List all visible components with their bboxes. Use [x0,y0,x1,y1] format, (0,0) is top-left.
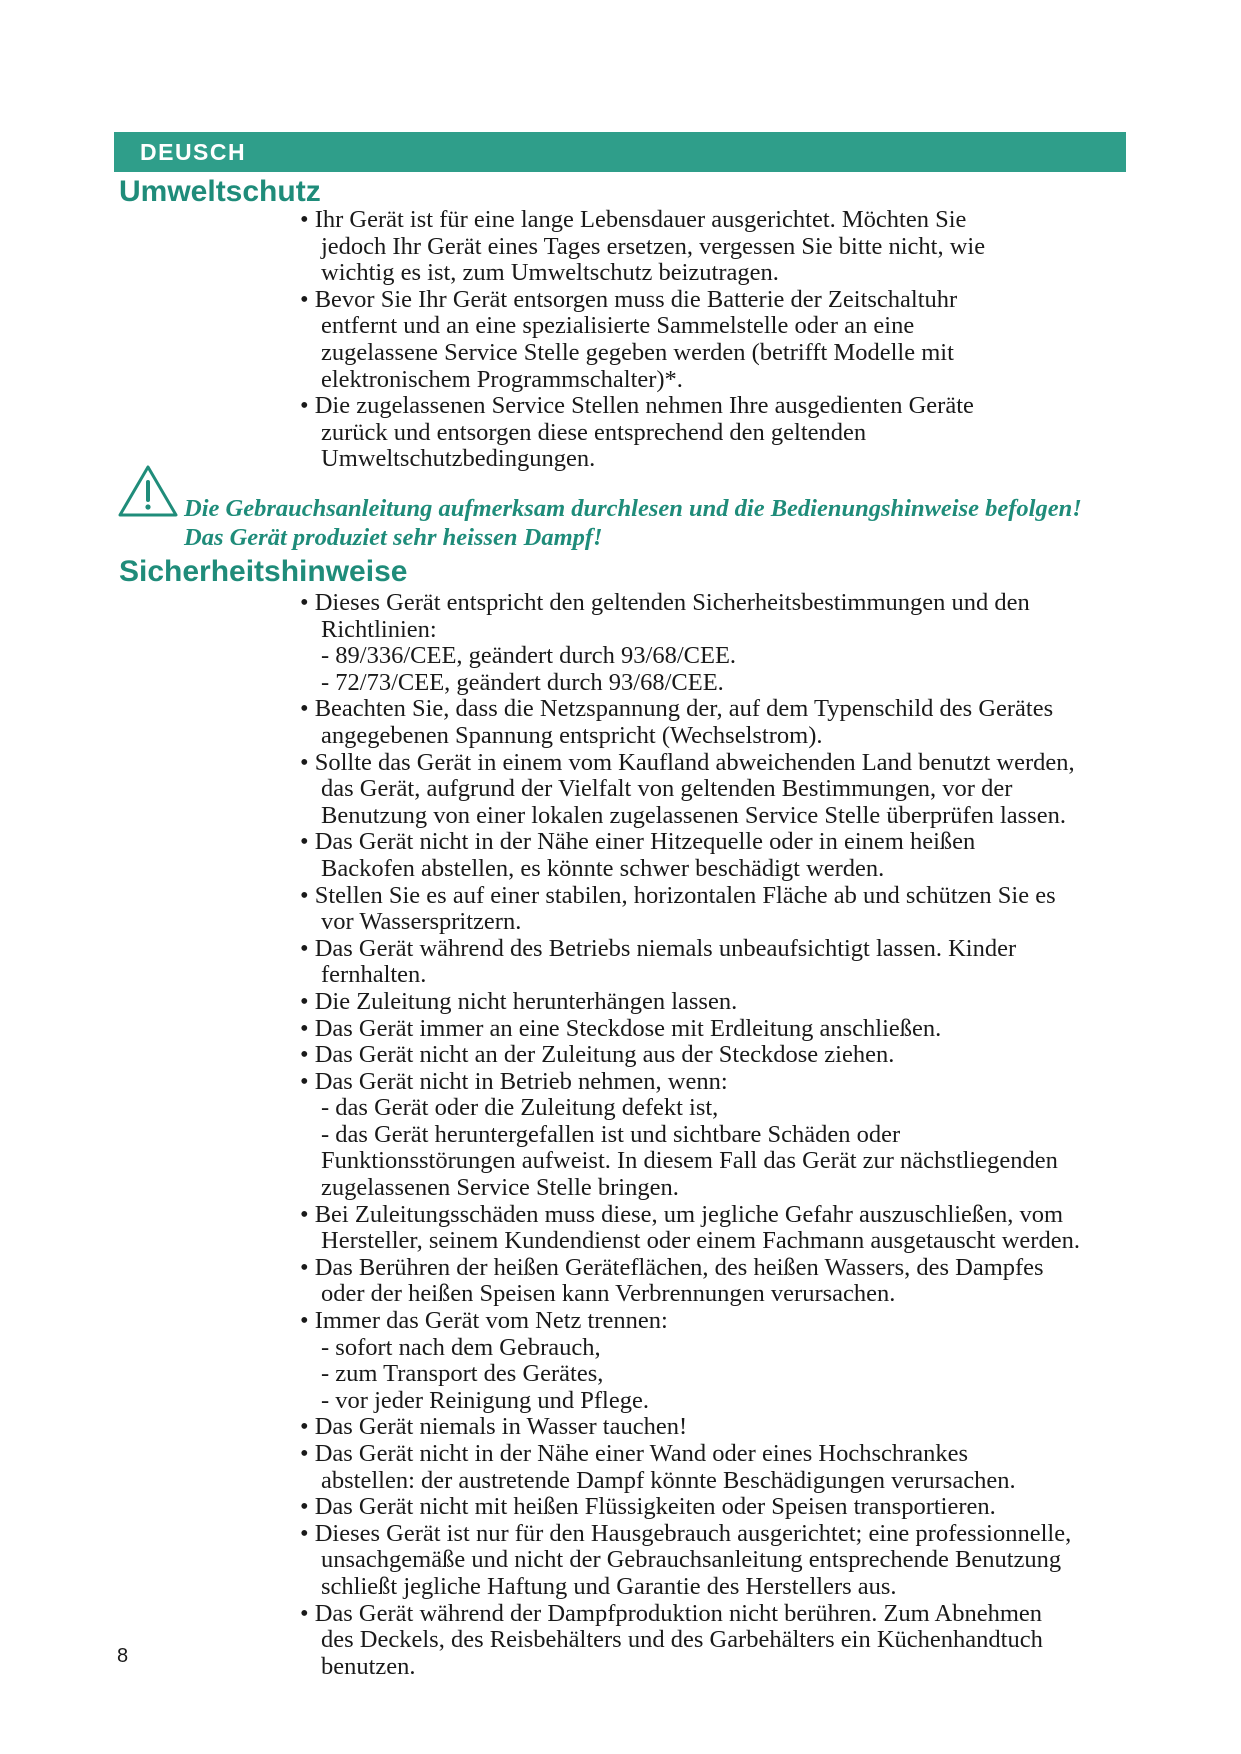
warning-line: Das Gerät produziet sehr heissen Dampf! [184,524,603,551]
list-item: • Dieses Gerät entspricht den geltenden Sicherheitsbestimmungen und den Richtlinien: - 89/336/CEE, geändert durch 93/68/CEE. - 72/73/CEE, geändert durch 93/68/CEE. [300,589,1030,696]
warning-triangle-icon [117,464,179,518]
list-item: • Bei Zuleitungsschäden muss diese, um jegliche Gefahr auszuschließen, vom Hersteller, seinem Kundendienst oder einem Fachmann ausgetauscht werden. [300,1200,1080,1255]
list-item: • Bevor Sie Ihr Gerät entsorgen muss die Batterie der Zeitschaltuhr entfernt und an eine spezialisierte Sammelstelle oder an eine zugelassene Service Stelle gegeben werden (betrifft Modelle mit elektronischem Programmschalter)*. [300,285,958,393]
list-item: • Sollte das Gerät in einem vom Kaufland abweichenden Land benutzt werden, das Gerät, aufgrund der Vielfalt von geltenden Bestimmungen, vor der Benutzung von einer lokalen zugelassenen Service Stelle überprüfen lassen. [300,748,1075,829]
list-item: • Das Gerät nicht in der Nähe einer Wand oder eines Hochschrankes abstellen: der austretende Dampf könnte Beschädigungen verursachen. [300,1440,1016,1494]
list-item: • Das Gerät immer an eine Steckdose mit Erdleitung anschließen. [300,1014,942,1042]
safety-list [286,590,1136,1680]
list-item: • Das Berühren der heißen Geräteflächen, des heißen Wassers, des Dampfes oder der heißen Speisen kann Verbrennungen verursachen. [300,1253,1044,1308]
list-item: • Dieses Gerät ist nur für den Hausgebrauch ausgerichtet; eine professionnelle, unsachgemäße und nicht der Gebrauchsanleitung entsprechende Benutzung schließt jegliche Haftung und Garantie des Herstellers aus. [300,1519,1072,1600]
list-item: • Das Gerät nicht an der Zuleitung aus der Steckdose ziehen. [300,1041,895,1069]
list-item: • Immer das Gerät vom Netz trennen: - sofort nach dem Gebrauch, - zum Transport des Gerätes, - vor jeder Reinigung und Pflege. [300,1307,668,1414]
list-item: • Beachten Sie, dass die Netzspannung der, auf dem Typenschild des Gerätes angegebenen Spannung entspricht (Wechselstrom). [300,695,1054,749]
language-header-bar [114,132,1126,172]
list-item: • Das Gerät während des Betriebs niemals unbeaufsichtigt lassen. Kinder fernhalten. [300,934,1017,989]
list-item: • Ihr Gerät ist für eine lange Lebensdauer ausgerichtet. Möchten Sie jedoch Ihr Gerät eines Tages ersetzen, vergessen Sie bitte nicht, wie wichtig es ist, zum Umweltschutz beizutragen. [300,206,986,287]
page-number: 8 [117,1645,129,1667]
section-title-safety: Sicherheitshinweise [119,555,408,588]
list-item: • Stellen Sie es auf einer stabilen, horizontalen Fläche ab und schützen Sie es vor Wasserspritzern. [300,881,1056,936]
list-item: • Die Zuleitung nicht herunterhängen lassen. [300,987,738,1015]
list-item: • Das Gerät niemals in Wasser tauchen! [300,1413,688,1441]
list-item: • Die zugelassenen Service Stellen nehmen Ihre ausgedienten Geräte zurück und entsorgen diese entsprechend den geltenden Umweltschutzbedingungen. [300,392,974,473]
list-item: • Das Gerät nicht mit heißen Flüssigkeiten oder Speisen transportieren. [300,1493,996,1521]
section-title-environment: Umweltschutz [119,175,321,208]
list-item: • Das Gerät während der Dampfproduktion nicht berühren. Zum Abnehmen des Deckels, des Reisbehälters und des Garbehälters ein Küchenhandtuch benutzen. [300,1599,1043,1680]
list-item: • Das Gerät nicht in der Nähe einer Hitzequelle oder in einem heißen Backofen abstellen, es könnte schwer beschädigt werden. [300,828,976,882]
warning-text [184,494,1082,552]
list-item: • Das Gerät nicht in Betrieb nehmen, wenn: - das Gerät oder die Zuleitung defekt ist, - das Gerät heruntergefallen ist und sichtbare Schäden oder Funktionsstörungen aufweist. In diesem Fall das Gerät zur nächstliegenden zugelassenen Service Stelle bringen. [300,1067,1058,1202]
language-label: DEUSCH [140,139,247,165]
warning-line: Die Gebrauchsanleitung aufmerksam durchlesen und die Bedienungshinweise befolgen! [184,495,1082,522]
environment-list [286,207,1136,473]
